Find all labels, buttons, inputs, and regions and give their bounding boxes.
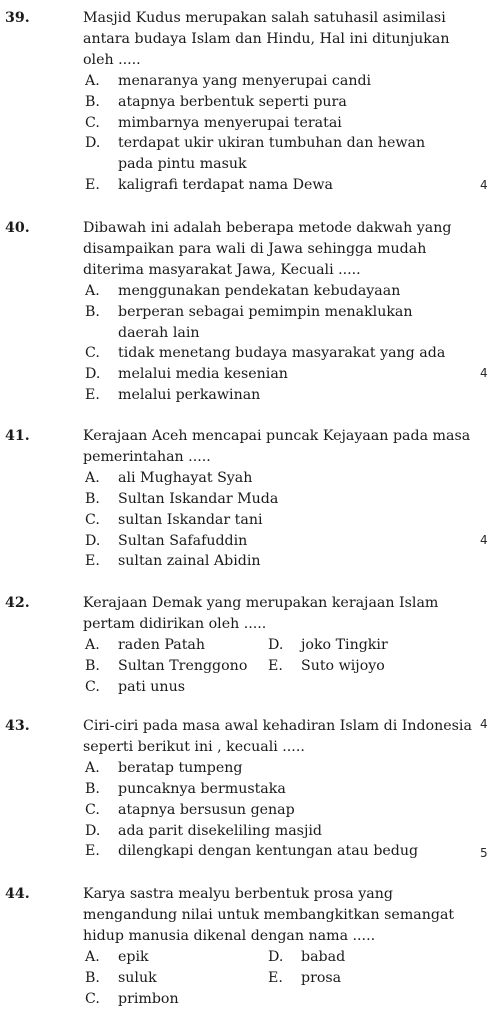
question-number: 39. [5, 10, 30, 26]
option-letter: A. [85, 759, 100, 776]
option-text: prosa [301, 969, 342, 986]
option-letter: D. [85, 135, 101, 152]
option-e [0, 841, 490, 862]
option-a [0, 281, 490, 302]
option-text: melalui perkawinan [118, 387, 261, 404]
question-stem: Dibawah ini adalah beberapa metode dakwah yang disampaikan para wali di Jawa sehingga mudah diterima masyarakat Jawa, Kecuali ..... [83, 220, 452, 278]
option-letter: B. [85, 303, 100, 320]
option-letter: E. [268, 657, 283, 674]
option-text: Suto wijoyo [301, 657, 385, 674]
option-b [0, 779, 490, 800]
option-text: primbon [118, 990, 179, 1007]
option-b [0, 302, 458, 344]
margin-mark: 5 [480, 846, 488, 860]
option-letter: B. [85, 780, 100, 797]
option-letter: A. [85, 72, 100, 89]
option-d [0, 133, 458, 175]
option-letter: E. [85, 843, 100, 860]
option-text: epik [118, 948, 149, 965]
option-letter: C. [85, 678, 100, 695]
option-c [0, 343, 490, 364]
question-43 [0, 716, 490, 862]
option-letter: C. [85, 345, 100, 362]
option-a [0, 468, 490, 489]
question-42 [0, 593, 490, 697]
option-a [0, 71, 490, 92]
option-e [0, 551, 490, 572]
option-text: dilengkapi dengan kentungan atau bedug [118, 843, 419, 860]
margin-mark: 4 [480, 366, 488, 380]
option-letter: C. [85, 801, 100, 818]
question-number: 40. [5, 220, 30, 236]
question-stem: Kerajaan Demak yang merupakan kerajaan Islam pertam didirikan oleh ..... [83, 595, 439, 632]
option-letter: A. [85, 469, 100, 486]
question-stem: Karya sastra mealyu berbentuk prosa yang mengandung nilai untuk membangkitkan semangat hidup manusia dikenal dengan nama ..... [83, 886, 455, 944]
option-c [0, 510, 490, 531]
option-text: puncaknya bermustaka [118, 780, 286, 797]
option-text: Sultan Iskandar Muda [118, 490, 279, 507]
option-letter: B. [85, 93, 100, 110]
option-text: ali Mughayat Syah [118, 469, 253, 486]
option-letter: E. [268, 969, 283, 986]
margin-mark: 4 [480, 533, 488, 547]
option-text: atapnya bersusun genap [118, 801, 295, 818]
option-row [0, 947, 490, 968]
option-row [0, 989, 490, 1010]
option-text: menggunakan pendekatan kebudayaan [118, 282, 401, 299]
option-row [0, 968, 490, 989]
question-stem: Ciri-ciri pada masa awal kehadiran Islam di Indonesia seperti berikut ini , kecuali ..... [83, 718, 472, 755]
option-text: suluk [118, 969, 157, 986]
question-40 [0, 218, 490, 406]
option-row [0, 677, 490, 698]
option-text: kaligrafi terdapat nama Dewa [118, 177, 333, 194]
question-number: 44. [5, 886, 30, 902]
option-text: ada parit disekeliling masjid [118, 822, 322, 839]
option-e [0, 385, 490, 406]
question-stem: Masjid Kudus merupakan salah satuhasil asimilasi antara budaya Islam dan Hindu, Hal ini ditunjukan oleh ..... [83, 10, 450, 68]
option-a [0, 758, 490, 779]
option-text: berperan sebagai pemimpin menaklukan daerah lain [118, 303, 413, 341]
option-letter: E. [85, 553, 100, 570]
option-letter: C. [85, 114, 100, 131]
option-letter: D. [85, 532, 101, 549]
option-letter: E. [85, 177, 100, 194]
option-b [0, 92, 490, 113]
margin-mark: 4 [480, 717, 488, 731]
option-b [0, 489, 490, 510]
option-text: raden Patah [118, 636, 206, 653]
option-letter: D. [85, 366, 101, 383]
question-39 [0, 8, 490, 196]
option-text: terdapat ukir ukiran tumbuhan dan hewan pada pintu masuk [118, 135, 426, 173]
question-number: 42. [5, 595, 30, 611]
option-e [0, 175, 490, 196]
option-text: tidak menetang budaya masyarakat yang ada [118, 345, 446, 362]
option-text: Sultan Safafuddin [118, 532, 248, 549]
option-text: Sultan Trenggono [118, 657, 248, 674]
question-44 [0, 884, 490, 1009]
option-row [0, 656, 490, 677]
option-row [0, 635, 490, 656]
option-text: beratap tumpeng [118, 759, 243, 776]
option-c [0, 113, 490, 134]
question-stem: Kerajaan Aceh mencapai puncak Kejayaan pada masa pemerintahan ..... [83, 428, 471, 465]
option-c [0, 800, 490, 821]
option-letter: A. [85, 282, 100, 299]
option-letter: E. [85, 387, 100, 404]
option-text: pati unus [118, 678, 185, 695]
question-number: 41. [5, 428, 30, 444]
question-number: 43. [5, 718, 30, 734]
option-d [0, 364, 490, 385]
option-letter: A. [85, 636, 100, 653]
margin-mark: 4 [480, 178, 488, 192]
option-letter: C. [85, 990, 100, 1007]
option-letter: B. [85, 657, 100, 674]
question-41 [0, 426, 490, 572]
option-letter: D. [268, 636, 284, 653]
option-letter: A. [85, 948, 100, 965]
option-letter: B. [85, 969, 100, 986]
option-d [0, 531, 490, 552]
option-text: sultan Iskandar tani [118, 511, 263, 528]
option-letter: D. [85, 822, 101, 839]
option-text: mimbarnya menyerupai teratai [118, 114, 342, 131]
option-text: sultan zainal Abidin [118, 553, 261, 570]
option-letter: D. [268, 948, 284, 965]
option-text: joko Tingkir [301, 636, 388, 653]
option-letter: C. [85, 511, 100, 528]
option-d [0, 821, 490, 842]
option-text: melalui media kesenian [118, 366, 288, 383]
option-text: menaranya yang menyerupai candi [118, 72, 372, 89]
option-letter: B. [85, 490, 100, 507]
option-text: atapnya berbentuk seperti pura [118, 93, 347, 110]
option-text: babad [301, 948, 346, 965]
